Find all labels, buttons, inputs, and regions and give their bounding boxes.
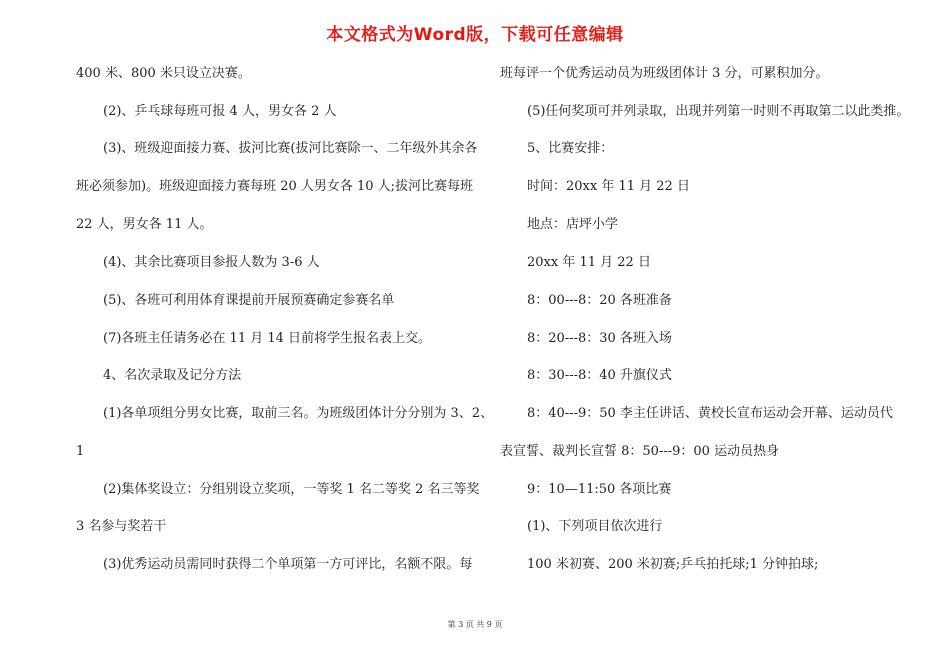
text-line: 地点：店坪小学 [527,217,619,232]
text-line: (7)各班主任请务必在 11 月 14 日前将学生报名表上交。 [103,331,432,346]
text-line: 班必须参加)。班级迎面接力赛每班 20 人男女各 10 人;拔河比赛每班 [76,179,474,194]
section-heading: 5、比赛安排： [527,141,614,156]
text-line: (1)、下列项目依次进行 [527,519,663,534]
page-number: 第 3 页 共 9 页 [447,620,503,629]
text-line: 时间：20xx 年 11 月 22 日 [527,179,690,194]
document-header-banner: 本文格式为Word版，下载可任意编辑 [326,25,624,45]
text-line: (1)各单项组分男女比赛，取前三名。为班级团体计分分别为 3、2、 [103,406,494,421]
text-line: (2)集体奖设立：分组别设立奖项，一等奖 1 名二等奖 2 名三等奖 [103,482,480,497]
text-line: 表宣誓、裁判长宣誓 8：50---9：00 运动员热身 [500,444,780,459]
text-line: 100 米初赛、200 米初赛;乒乓拍托球;1 分钟拍球; [527,557,819,572]
text-line: (2)、乒乓球每班可报 4 人，男女各 2 人 [103,104,337,119]
section-heading: 4、名次录取及记分方法 [103,368,242,383]
text-line: 1 [76,444,85,459]
text-line: (5)、各班可利用体育课提前开展预赛确定参赛名单 [103,293,395,308]
text-line: 3 名参与奖若干 [76,519,167,534]
text-line: 22 人，男女各 11 人。 [76,217,213,232]
text-line: 8：00---8：20 各班准备 [527,293,672,308]
text-line: (3)、班级迎面接力赛、拔河比赛(拔河比赛除一、二年级外其余各 [103,141,478,156]
text-line: 20xx 年 11 月 22 日 [527,255,651,270]
text-line: 8：20---8：30 各班入场 [527,331,672,346]
text-line: (3)优秀运动员需同时获得二个单项第一方可评比，名额不限。每 [103,557,473,572]
text-line: 8：40---9：50 李主任讲话、黄校长宣布运动会开幕、运动员代 [527,406,893,421]
text-line: 400 米、800 米只设立决赛。 [76,66,251,81]
text-line: (5)任何奖项可并列录取，出现并列第一时则不再取第二以此类推。 [527,104,910,119]
text-line: (4)、其余比赛项目参报人数为 3-6 人 [103,255,320,270]
text-line: 9：10—11:50 各项比赛 [527,482,672,497]
text-line: 班每评一个优秀运动员为班级团体计 3 分，可累积加分。 [500,66,829,81]
text-line: 8：30---8：40 升旗仪式 [527,368,672,383]
